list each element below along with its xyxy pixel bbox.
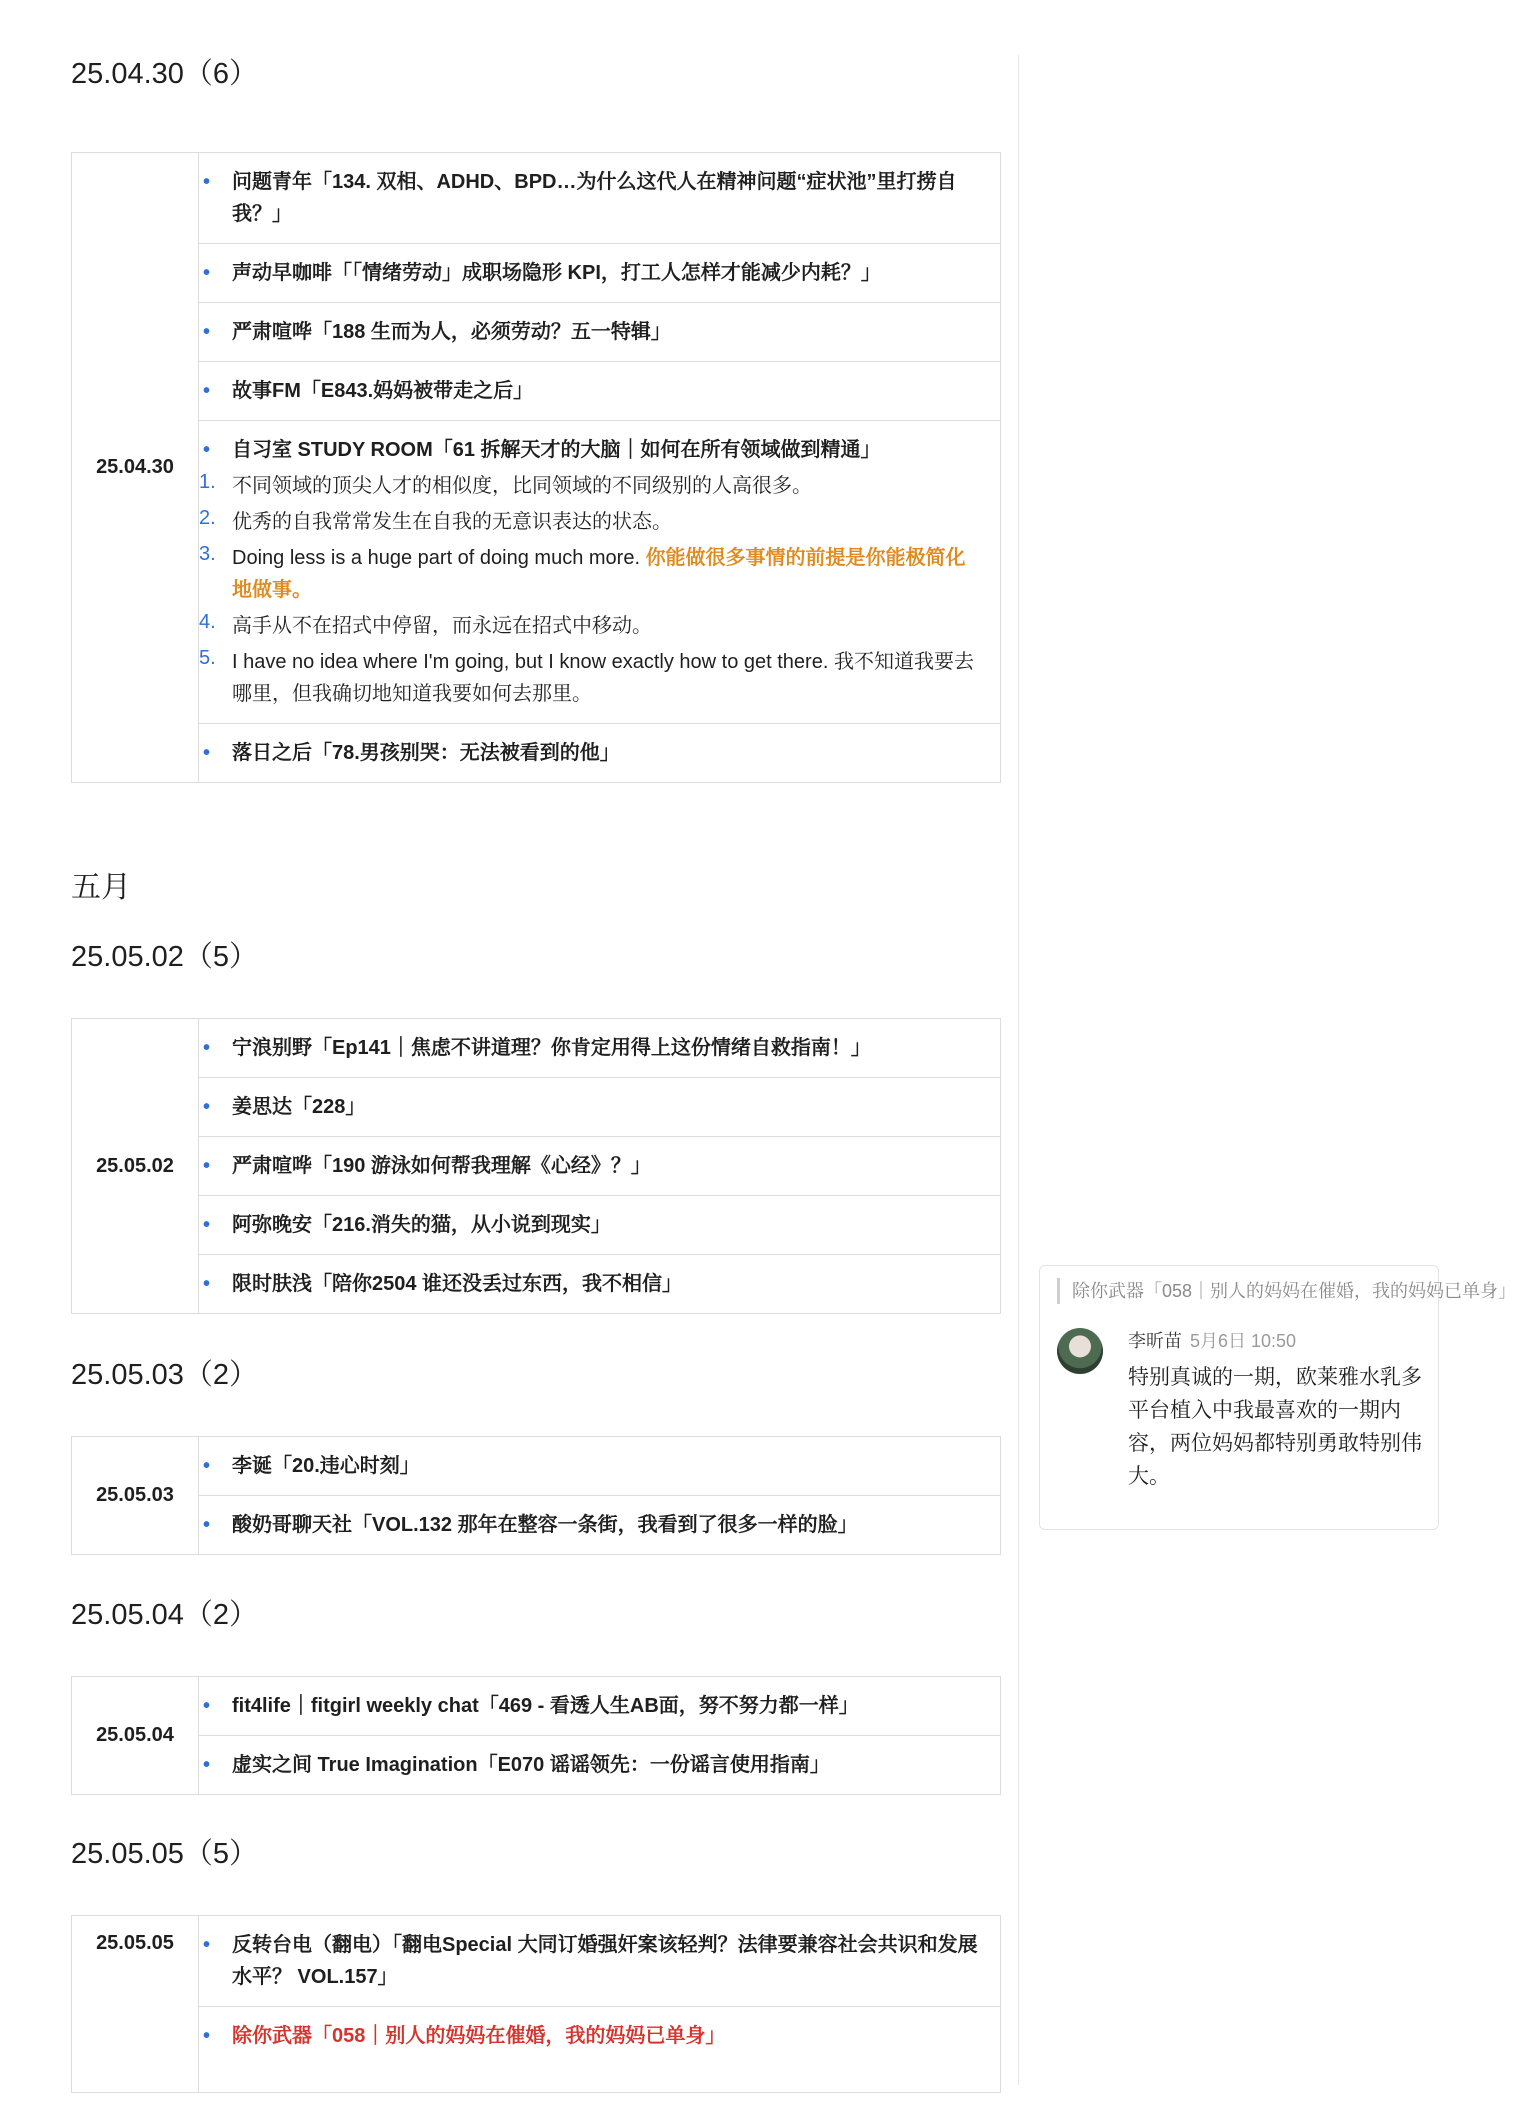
highlight-text: 你能做很多事情的前提是你能极简化地做事。 bbox=[232, 547, 966, 601]
episode-item[interactable]: • 严肃喧哗「190 游泳如何帮我理解《心经》？」 bbox=[59, 1150, 984, 1182]
note-item: 5. I have no idea where I'm going, but I know exactly how to get there. 我不知道我要去哪里，但我确切地知道我要如何去那里。 bbox=[199, 647, 974, 705]
note-item: 1. 不同领域的顶尖人才的相似度，比同领域的不同级别的人高很多。 bbox=[199, 471, 812, 497]
section-heading: 25.05.02（5） bbox=[71, 941, 259, 973]
section-heading: 25.05.05（5） bbox=[71, 1838, 259, 1870]
episode-item[interactable]: • 故事FM「E843.妈妈被带走之后」 bbox=[59, 375, 984, 407]
note-item: 4. 高手从不在招式中停留，而永远在招式中移动。 bbox=[199, 611, 652, 637]
episode-item-commented[interactable]: • 除你武器「058｜别人的妈妈在催婚，我的妈妈已单身」 bbox=[59, 2020, 984, 2052]
comment-card[interactable] bbox=[1039, 1265, 1516, 1530]
episode-item[interactable]: • 声动早咖啡「「情绪劳动」成职场隐形 KPI，打工人怎样才能减少内耗？」 bbox=[59, 257, 984, 289]
episode-item[interactable]: • 虚实之间 True Imagination「E070 谣谣领先：一份谣言使用指南」 bbox=[59, 1749, 984, 1781]
section-heading: 25.05.03（2） bbox=[71, 1359, 259, 1391]
note-item: 2. 优秀的自我常常发生在自我的无意识表达的状态。 bbox=[199, 507, 672, 533]
section-heading: 25.04.30（6） bbox=[71, 58, 259, 90]
date-cell: 25.05.05 bbox=[72, 1916, 199, 2093]
episode-table bbox=[71, 1676, 1001, 1795]
date-cell: 25.05.02 bbox=[72, 1019, 199, 1314]
avatar[interactable] bbox=[1057, 1328, 1103, 1374]
episode-item[interactable]: • 自习室 STUDY ROOM「61 拆解天才的大脑｜如何在所有领域做到精通」 bbox=[59, 434, 984, 466]
episode-item[interactable]: • 姜思达「228」 bbox=[59, 1091, 984, 1123]
episode-item[interactable]: • 阿弥晚安「216.消失的猫，从小说到现实」 bbox=[59, 1209, 984, 1241]
episode-item[interactable]: • fit4life｜fitgirl weekly chat「469 - 看透人生AB面，努不努力都一样」 bbox=[59, 1690, 984, 1722]
note-item: 3. Doing less is a huge part of doing much more. 你能做很多事情的前提是你能极简化地做事。 bbox=[199, 543, 966, 601]
episode-item[interactable]: • 问题青年「134. 双相、ADHD、BPD…为什么这代人在精神问题“症状池”里打捞自我？」 bbox=[59, 166, 984, 230]
date-cell: 25.05.03 bbox=[72, 1437, 199, 1555]
comment-text: 特别真诚的一期，欧莱雅水乳多平台植入中我最喜欢的一期内容，两位妈妈都特别勇敢特别伟大。 bbox=[1128, 1366, 1422, 1488]
episode-table bbox=[71, 152, 1001, 783]
episode-item[interactable]: • 限时肤浅「陪你2504 谁还没丢过东西，我不相信」 bbox=[59, 1268, 984, 1300]
section-heading: 25.05.04（2） bbox=[71, 1599, 259, 1631]
episode-table bbox=[71, 1436, 1001, 1555]
episode-item[interactable]: • 宁浪别野「Ep141｜焦虑不讲道理？你肯定用得上这份情绪自救指南！」 bbox=[59, 1032, 984, 1064]
episode-item[interactable]: • 酸奶哥聊天社「VOL.132 那年在整容一条街，我看到了很多一样的脸」 bbox=[59, 1509, 984, 1541]
date-cell: 25.05.04 bbox=[72, 1677, 199, 1795]
episode-item[interactable]: • 严肃喧哗「188 生而为人，必须劳动？五一特辑」 bbox=[59, 316, 984, 348]
episode-item[interactable]: • 落日之后「78.男孩别哭：无法被看到的他」 bbox=[59, 737, 984, 769]
comment-quote: 除你武器「058｜别人的妈妈在催婚，我的妈妈已单身」 bbox=[1057, 1278, 1432, 1304]
comment-time: 5月6日 10:50 bbox=[1190, 1331, 1297, 1351]
column-divider bbox=[1018, 55, 1019, 2085]
episode-item[interactable]: • 反转台电（翻电）「翻电Special 大同订婚强奸案该轻判？法律要兼容社会共识和发展水平？ VOL.157」 bbox=[59, 1929, 984, 1993]
episode-table bbox=[71, 1915, 1001, 2093]
date-cell: 25.04.30 bbox=[72, 153, 199, 783]
comment-author: 李昕苗 5月6日 10:50 bbox=[1128, 1331, 1297, 1351]
episode-item[interactable]: • 李诞「20.违心时刻」 bbox=[59, 1450, 984, 1482]
month-heading: 五月 bbox=[71, 871, 131, 904]
episode-table bbox=[71, 1018, 1001, 1314]
